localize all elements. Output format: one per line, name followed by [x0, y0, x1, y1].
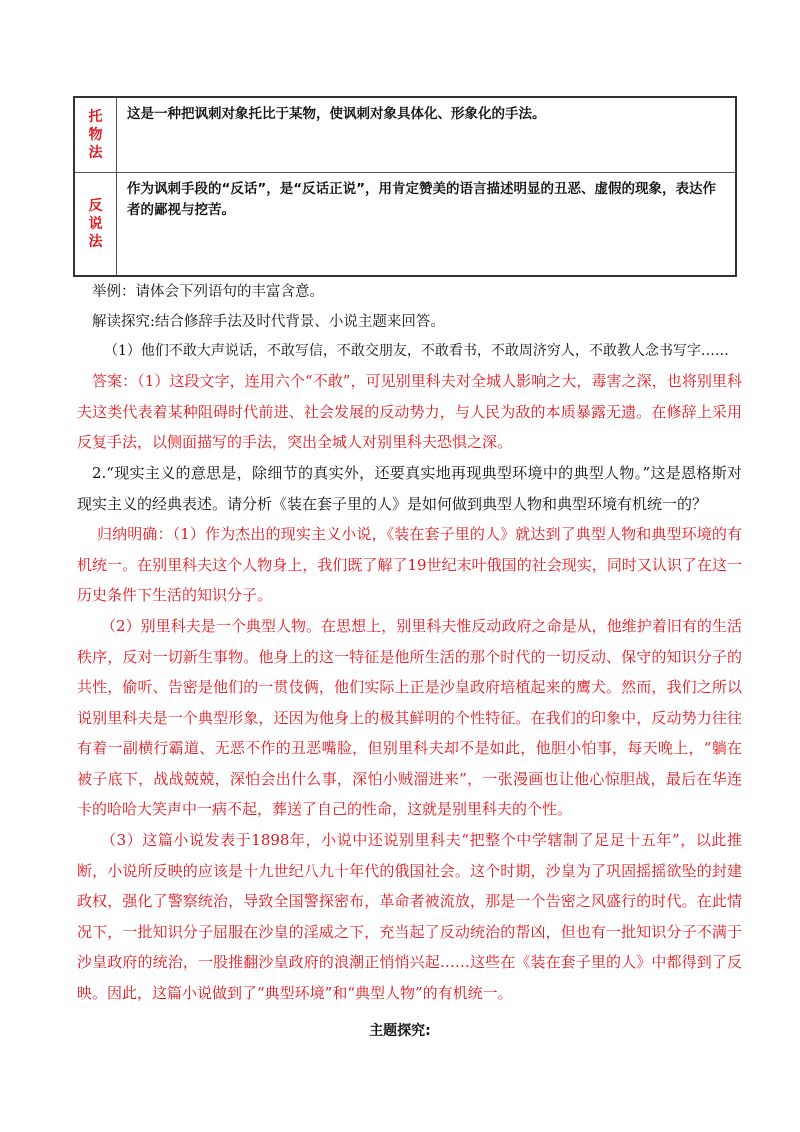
summary-3: （3）这篇小说发表于1898年，小说中还说别里科夫“把整个中学辖制了足足十五年”，以此推断，小说所反映的应该是十九世纪八九十年代的俄国社会。这个时期，沙皇为了巩固摇摇欲坠的封建政权，强化了警察统治，导致全国警探密布，革命者被流放，那是一个告密之风盛行的时代。在此情况下，一批知识分子屈服在沙皇的淫威之下，充当起了反动统治的帮凶，但也有一批知识分子不满于沙皇政府的统治，一股推翻沙皇政府的浪潮正悄悄兴起……这些在《装在套子里的人》中都得到了反映。因此，这篇小说做到了“典型环境”和“典型人物”的有机统一。	[77, 831, 742, 1002]
answer-1: 答案：（1）这段文字，连用六个“不敢”，可见别里科夫对全城人影响之大，毒害之深，也将别里科夫这类代表着某种阻碍时代前进、社会发展的反动势力，与人民为敌的本质暴露无遗。在修辞上采用反复手法，以侧面描写的手法，突出全城人对别里科夫恐惧之深。	[77, 372, 742, 451]
method-line: 解读探究:结合修辞手法及时代背景、小说主题来回答。	[92, 314, 445, 330]
theme-heading: 主题探究:	[369, 1023, 431, 1039]
summary-2: （2）别里科夫是一个典型人物。在思想上，别里科夫惟反动政府之命是从，他维护着旧有的生活秩序，反对一切新生事物。他身上的这一特征是他所生活的那个时代的一切反动、保守的知识分子的共性，偷听、告密是他们的一贯伎俩，他们实际上正是沙皇政府培植起来的鹰犬。然而，我们之所以说别里科夫是一个典型形象，还因为他身上的极其鲜明的个性特征。在我们的印象中，反动势力往往有着一副横行霸道、无恶不作的丑恶嘴脸，但别里科夫却不是如此，他胆小怕事，每天晚上，“躺在被子底下，战战兢兢，深怕会出什么事，深怕小贼溜进来”，一张漫画也让他心惊胆战，最后在华连卡的哈哈大笑声中一病不起，葬送了自己的性命，这就是别里科夫的个性。	[77, 617, 742, 818]
question-1: （1）他们不敢大声说话，不敢写信，不敢交朋友，不敢看书，不敢周济穷人，不敢教人念书写字……	[104, 343, 729, 359]
rhetoric-table	[73, 96, 737, 277]
row-label: 反说法	[75, 173, 117, 275]
row-text: 作为讽刺手段的“反话”，是“反话正说”，用肯定赞美的语言描述明显的丑恶、虚假的现象，表达作者的鄙视与挖苦。	[127, 181, 716, 218]
row-text: 这是一种把讽刺对象托比于某物，使讽刺对象具体化、形象化的手法。	[127, 106, 546, 122]
table-row	[75, 172, 735, 275]
example-line: 举例：请体会下列语句的丰富含意。	[92, 284, 324, 300]
question-2: 2.“现实主义的意思是，除细节的真实外，还要真实地再现典型环境中的典型人物。”这是恩格斯对现实主义的经典表述。请分析《装在套子里的人》是如何做到典型人物和典型环境有机统一的？	[77, 464, 742, 513]
summary-1: 归纳明确：（1）作为杰出的现实主义小说，《装在套子里的人》就达到了典型人物和典型环境的有机统一。在别里科夫这个人物身上，我们既了解了19世纪末叶俄国的社会现实，同时又认识了在这一历史条件下生活的知识分子。	[77, 525, 742, 604]
row-label: 托物法	[75, 98, 117, 172]
table-row	[75, 98, 735, 172]
